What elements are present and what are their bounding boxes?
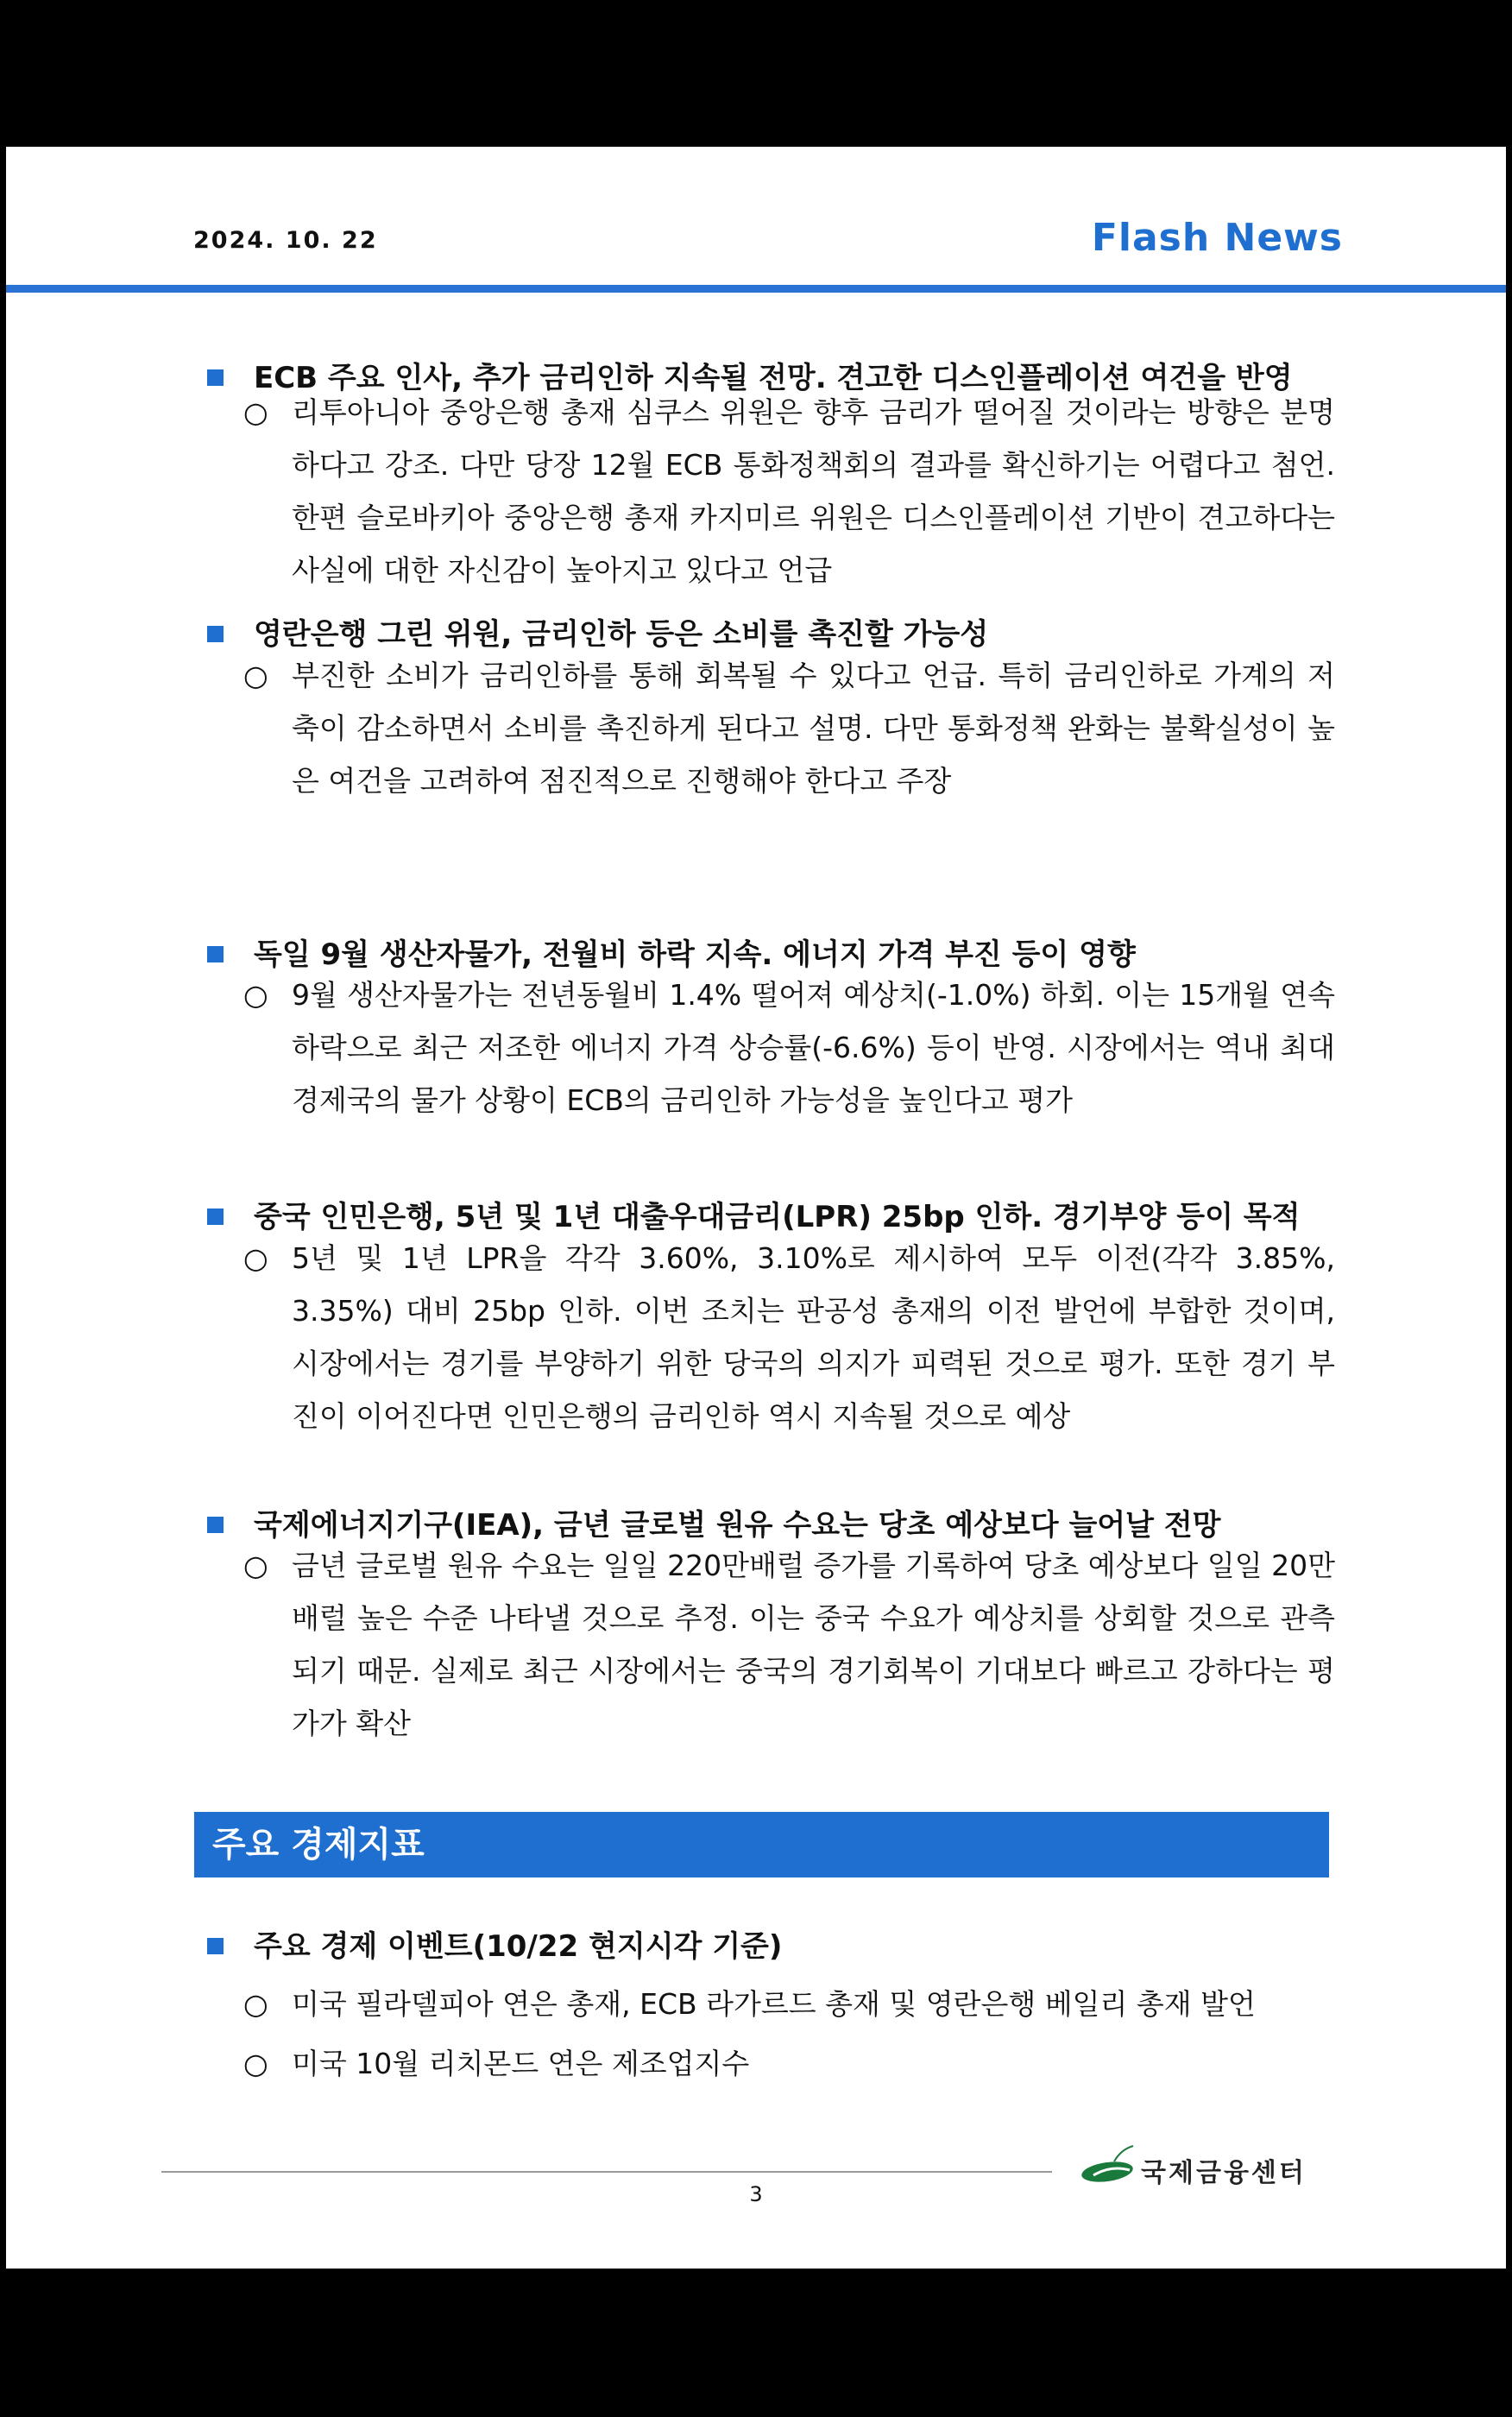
square-bullet-icon	[207, 946, 224, 962]
news-body-text: 금년 글로벌 원유 수요는 일일 220만배럴 증가를 기록하여 당초 예상보다 일일 20만배럴 높은 수준 나타낼 것으로 추정. 이는 중국 수요가 예상치를 상회할 것으로 관측되기 때문. 실제로 최근 시장에서는 중국의 경기회복이 기대보다 빠르고 강하다는 평가가 확산	[292, 1549, 1335, 1740]
circle-bullet-icon: ○	[243, 2047, 268, 2080]
news-heading-text: 독일 9월 생산자물가, 전월비 하락 지속. 에너지 가격 부진 등이 영향	[254, 937, 1136, 972]
events-heading-text: 주요 경제 이벤트(10/22 현지시각 기준)	[254, 1929, 783, 1964]
news-heading-text: 국제에너지기구(IEA), 금년 글로벌 원유 수요는 당초 예상보다 늘어날 전망	[254, 1508, 1221, 1543]
square-bullet-icon	[207, 1208, 224, 1225]
event-item	[243, 2037, 1335, 2090]
header-title: Flash News	[1091, 216, 1343, 260]
news-heading-text: 영란은행 그린 위원, 금리인하 등은 소비를 촉진할 가능성	[254, 617, 989, 652]
circle-bullet-icon: ○	[243, 395, 268, 429]
logo-text: 국제금융센터	[1141, 2158, 1307, 2188]
news-body-text: 부진한 소비가 금리인하를 통해 회복될 수 있다고 언급. 특히 금리인하로 가계의 저축이 감소하면서 소비를 촉진하게 된다고 설명. 다만 통화정책 완화는 불확실성이 높은 여건을 고려하여 점진적으로 진행해야 한다고 주장	[292, 659, 1335, 798]
circle-bullet-icon: ○	[243, 1987, 268, 2021]
footer-rule	[161, 2171, 1052, 2173]
news-heading-text: 중국 인민은행, 5년 및 1년 대출우대금리(LPR) 25bp 인하. 경기부양 등이 목적	[254, 1200, 1301, 1234]
event-item	[243, 1978, 1335, 2030]
circle-bullet-icon: ○	[243, 659, 268, 692]
square-bullet-icon	[207, 369, 224, 386]
square-bullet-icon	[207, 626, 224, 642]
square-bullet-icon	[207, 1517, 224, 1533]
event-item-text: 미국 필라델피아 연은 총재, ECB 라가르드 총재 및 영란은행 베일리 총재 발언	[292, 1987, 1256, 2021]
news-body-text: 5년 및 1년 LPR을 각각 3.60%, 3.10%로 제시하여 모두 이전(각각 3.85%, 3.35%) 대비 25bp 인하. 이번 조치는 판공성 총재의 이전 발언에 부합한 것이며, 시장에서는 경기를 부양하기 위한 당국의 의지가 피력된 것으로 평가. 또한 경기 부진이 이어진다면 인민은행의 금리인하 역시 지속될 것으로 예상	[292, 1241, 1335, 1433]
company-logo	[1076, 2141, 1344, 2193]
news-body	[243, 1539, 1335, 1750]
header-date: 2024. 10. 22	[193, 227, 378, 254]
news-body-text: 리투아니아 중앙은행 총재 심쿠스 위원은 향후 금리가 떨어질 것이라는 방향은 분명하다고 강조. 다만 당장 12월 ECB 통화정책회의 결과를 확신하기는 어렵다고 첨언. 한편 슬로바키아 중앙은행 총재 카지미르 위원은 디스인플레이션 기반이 견고하다는 사실에 대한 자신감이 높아지고 있다고 언급	[292, 395, 1335, 587]
section-title-bar: 주요 경제지표	[194, 1812, 1329, 1877]
page-number: 3	[749, 2182, 763, 2206]
header-rule	[6, 285, 1506, 293]
circle-bullet-icon: ○	[243, 1241, 268, 1275]
news-body-text: 9월 생산자물가는 전년동월비 1.4% 떨어져 예상치(-1.0%) 하회. 이는 15개월 연속 하락으로 최근 저조한 에너지 가격 상승률(-6.6%) 등이 반영. 시장에서는 역내 최대 경제국의 물가 상황이 ECB의 금리인하 가능성을 높인다고 평가	[292, 978, 1335, 1117]
news-body	[243, 649, 1335, 807]
event-item-text: 미국 10월 리치몬드 연은 제조업지수	[292, 2047, 750, 2080]
news-heading-text: ECB 주요 인사, 추가 금리인하 지속될 전망. 견고한 디스인플레이션 여건을 반영	[254, 361, 1293, 395]
news-body	[243, 1232, 1335, 1442]
news-body	[243, 386, 1335, 596]
document-page	[6, 147, 1506, 2269]
circle-bullet-icon: ○	[243, 1549, 268, 1582]
logo-leaf-icon	[1076, 2141, 1145, 2193]
square-bullet-icon	[207, 1938, 224, 1954]
news-body	[243, 969, 1335, 1126]
circle-bullet-icon: ○	[243, 978, 268, 1012]
